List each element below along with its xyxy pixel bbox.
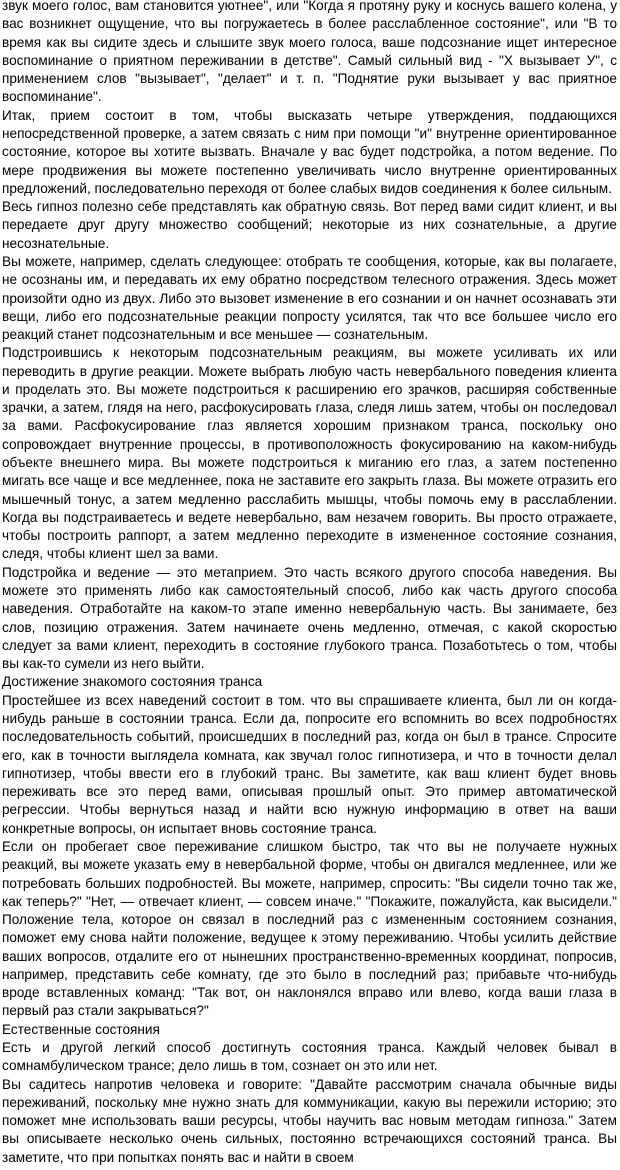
- paragraph-opening: звук моего голос, вам становится уютнее", или "Когда я протяну руку и коснусь вашего колена, у вас возникнет ощущение, что вы погружаетесь в более расслабленное состояние", или "В то время как вы сидите здесь и слышите звук моего голоса, ваше подсознание ищет интересное воспоминание о приятном переживании в детстве". Самый сильный вид - "Х вызывает У", с применением слов "вызывает", "делает" и т. п. "Поднятие руки вызывает у вас приятное воспоминание".: [2, 0, 617, 105]
- paragraph-metatechnique: Подстройка и ведение — это метаприем. Это часть всякого другого способа наведения. Вы можете это применять либо как самостоятельный способ, либо как часть другого способа наведения. Отработайте на каком-то этапе именно невербальную часть. Вы занимаете, без слов, позицию отражения. Затем начинаете очень медленно, отмечая, с какой скоростью следует за вами клиент, переходить в состояние глубокого транса. Позаботьтесь о том, чтобы вы как-то сумели из него выйти.: [2, 564, 617, 672]
- section-heading-natural-states: Естественные состояния: [2, 1021, 160, 1037]
- paragraph-nonverbal-pacing: Подстроившись к некоторым подсознательным реакциям, вы можете усиливать их или переводить в другие реакции. Можете выбрать любую часть невербального поведения клиента и проделать это. Вы можете подстроиться к расширению его зрачков, расширяя собственные зрачки, а затем, глядя на него, расфокусировать глаза, следя лишь затем, чтобы он последовал за вами. Расфокусирование глаз является хорошим признаком транса, поскольку оно сопровождает внутренние процессы, в противоположность фокусированию на каком-нибудь объекте внешнего мира. Вы можете подстроиться к миганию его глаз, а затем постепенно мигать все чаще и все медленнее, пока не заставите его закрыть глаза. Вы можете отразить его мышечный тонус, а затем медленно расслабить мышцы, чтобы помочь ему в расслаблении. Когда вы подстраиваетесь и ведете невербально, вам незачем говорить. Вы просто отражаете, чтобы построить раппорт, а затем медленно переходите в измененное состояние сознания, следя, чтобы клиент шел за вами.: [2, 345, 617, 562]
- paragraph-feedback: Весь гипноз полезно себе представлять как обратную связь. Вот перед вами сидит клиент, и вы передаете друг другу множество сообщений; некоторые из них сознательные, а другие несознательные.: [2, 199, 617, 251]
- paragraph-body-mirroring: Вы можете, например, сделать следующее: отобрать те сообщения, которые, как вы полагаете, не осознаны им, и передавать их ему обратно посредством телесного отражения. Здесь может произойти одно из двух. Либо это вызовет изменение в его сознании и он начнет осознавать эти вещи, либо его подсознательные реакции попросту усилятся, так что все большее число его реакций станет подсознательным и все меньшее — сознательным.: [2, 253, 617, 343]
- paragraph-four-statements: Итак, прием состоит в том, чтобы высказать четыре утверждения, поддающихся непосредственной проверке, а затем связать с ним при помощи "и" внутренне ориентированное состояние, которое вы хотите вызвать. Вначале у вас будет подстройка, а потом ведение. По мере продвижения вы можете постепенно увеличивать число внутренне ориентированных предложений, последовательно переходя от более слабых видов соединения к более сильным.: [2, 107, 617, 196]
- section-heading-familiar-trance: Достижение знакомого состояния транса: [2, 674, 263, 690]
- paragraph-somnambulic-trance: Есть и другой легкий способ достигнуть состояния транса. Каждый человек бывал в сомнамбулическом трансе; дело лишь в том, сознает он это или нет.: [2, 1040, 617, 1074]
- paragraph-common-experiences: Вы садитесь напротив человека и говорите: "Давайте рассмотрим сначала обычные виды переживаний, поскольку мне нужно знать для коммуникации, какую вы пережили историю; это поможет мне использовать ваши ресурсы, чтобы научить вас новым методам гипноза." Затем вы описываете несколько очень сильных, постоянно встречающихся состояний транса. Вы заметите, что при попытках понять вас и найти в своем: [2, 1076, 617, 1165]
- paragraph-slowing-down: Если он пробегает свое переживание слишком быстро, так что вы не получаете нужных реакций, вы можете указать ему в невербальной форме, чтобы он двигался медленнее, или же потребовать больших подробностей. Вы можете, например, спросить: "Вы сидели точно так же, как теперь?" "Нет, — отвечает клиент, — совсем иначе." "Покажите, пожалуйста, как высидели." Положение тела, которое он связал в последний раз с измененным состоянием сознания, поможет ему снова найти положение, ведущее к этому переживанию. Чтобы усилить действие ваших вопросов, отдалите его от нынешних пространственно-временных координат, попросив, например, представить себе комнату, где это было в последний раз; прибавьте что-нибудь вроде вставленных команд: "Так вот, он наклонялся вправо или влево, когда ваши глаза в первый раз стали закрываться?": [2, 838, 617, 1019]
- paragraph-simplest-induction: Простейшее из всех наведений состоит в том. что вы спрашиваете клиента, был ли он когда-нибудь раньше в состоянии транса. Если да, попросите его вспомнить во всех подробностях последовательность событий, происшедших в последний раз, когда он был в трансе. Спросите его, как в точности выглядела комната, как звучал голос гипнотизера, и что в точности делал гипнотизер, чтобы ввести его в глубокий транс. Вы заметите, как ваш клиент будет вновь переживать все это перед вами, описывая прошлый опыт. Это пример автоматической регрессии. Чтобы вернуться назад и найти всю нужную информацию в ответ на ваши конкретные вопросы, он испытает вновь состояние транса.: [2, 692, 617, 836]
